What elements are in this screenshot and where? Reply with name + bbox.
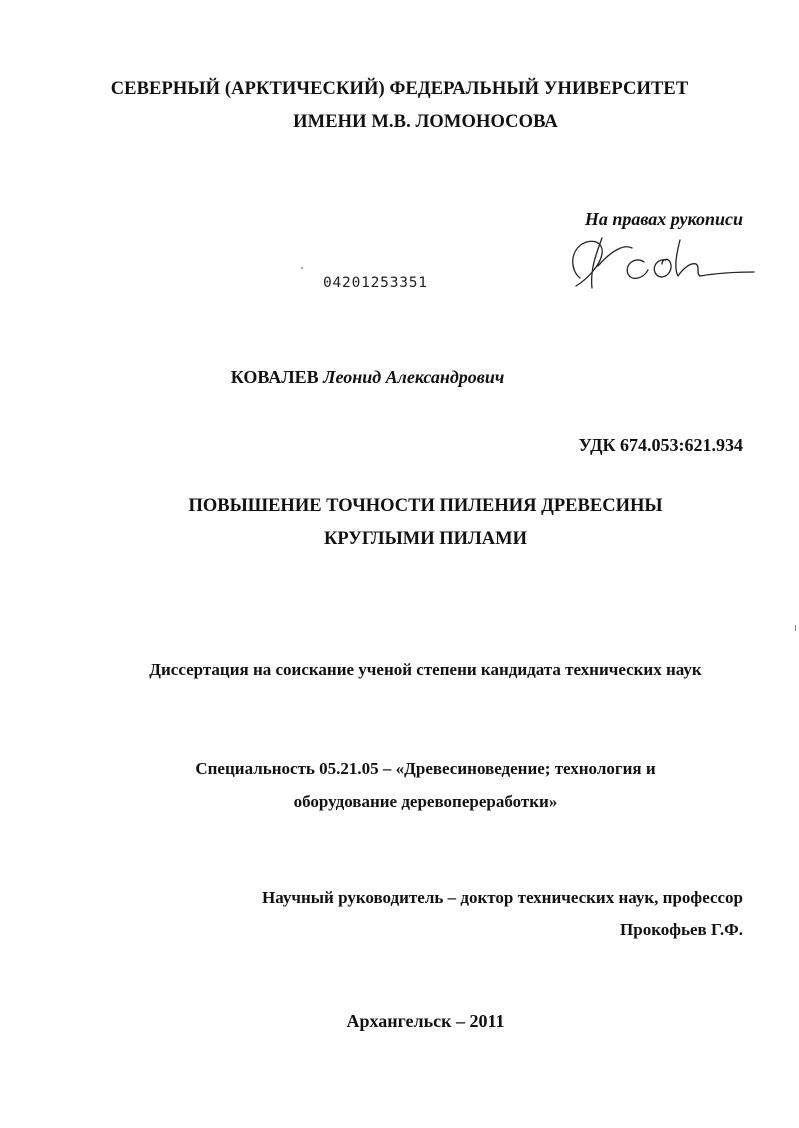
udc-code: УДК 674.053:621.934	[578, 435, 743, 455]
dissertation-title-line-1: ПОВЫШЕНИЕ ТОЧНОСТИ ПИЛЕНИЯ ДРЕВЕСИНЫ	[188, 496, 663, 516]
registry-number: 04201253351	[323, 275, 428, 291]
degree-statement: Диссертация на соискание ученой степени кандидата технических наук	[149, 660, 702, 679]
supervisor-role: Научный руководитель – доктор технических наук, профессор	[262, 888, 743, 907]
specialty-line-1: Специальность 05.21.05 – «Древесиноведение; технология и	[195, 759, 656, 778]
author-surname: КОВАЛЕВ	[230, 367, 319, 387]
university-name-line-1: СЕВЕРНЫЙ (АРКТИЧЕСКИЙ) ФЕДЕРАЛЬНЫЙ УНИВЕРСИТЕТ	[110, 79, 689, 99]
supervisor-name: Прокофьев Г.Ф.	[620, 920, 743, 939]
place-and-year: Архангельск – 2011	[346, 1011, 505, 1031]
scan-speck	[795, 625, 796, 631]
specialty-line-2: оборудование деревопереработки»	[293, 792, 558, 811]
author-given-names: Леонид Александрович	[323, 367, 505, 387]
university-name-line-2: ИМЕНИ М.В. ЛОМОНОСОВА	[293, 112, 558, 132]
handwritten-signature	[562, 230, 757, 300]
scan-speck	[301, 267, 303, 269]
author-name	[0, 368, 767, 386]
dissertation-title-line-2: КРУГЛЫМИ ПИЛАМИ	[323, 529, 527, 549]
manuscript-rights-note: На правах рукописи	[584, 209, 743, 229]
